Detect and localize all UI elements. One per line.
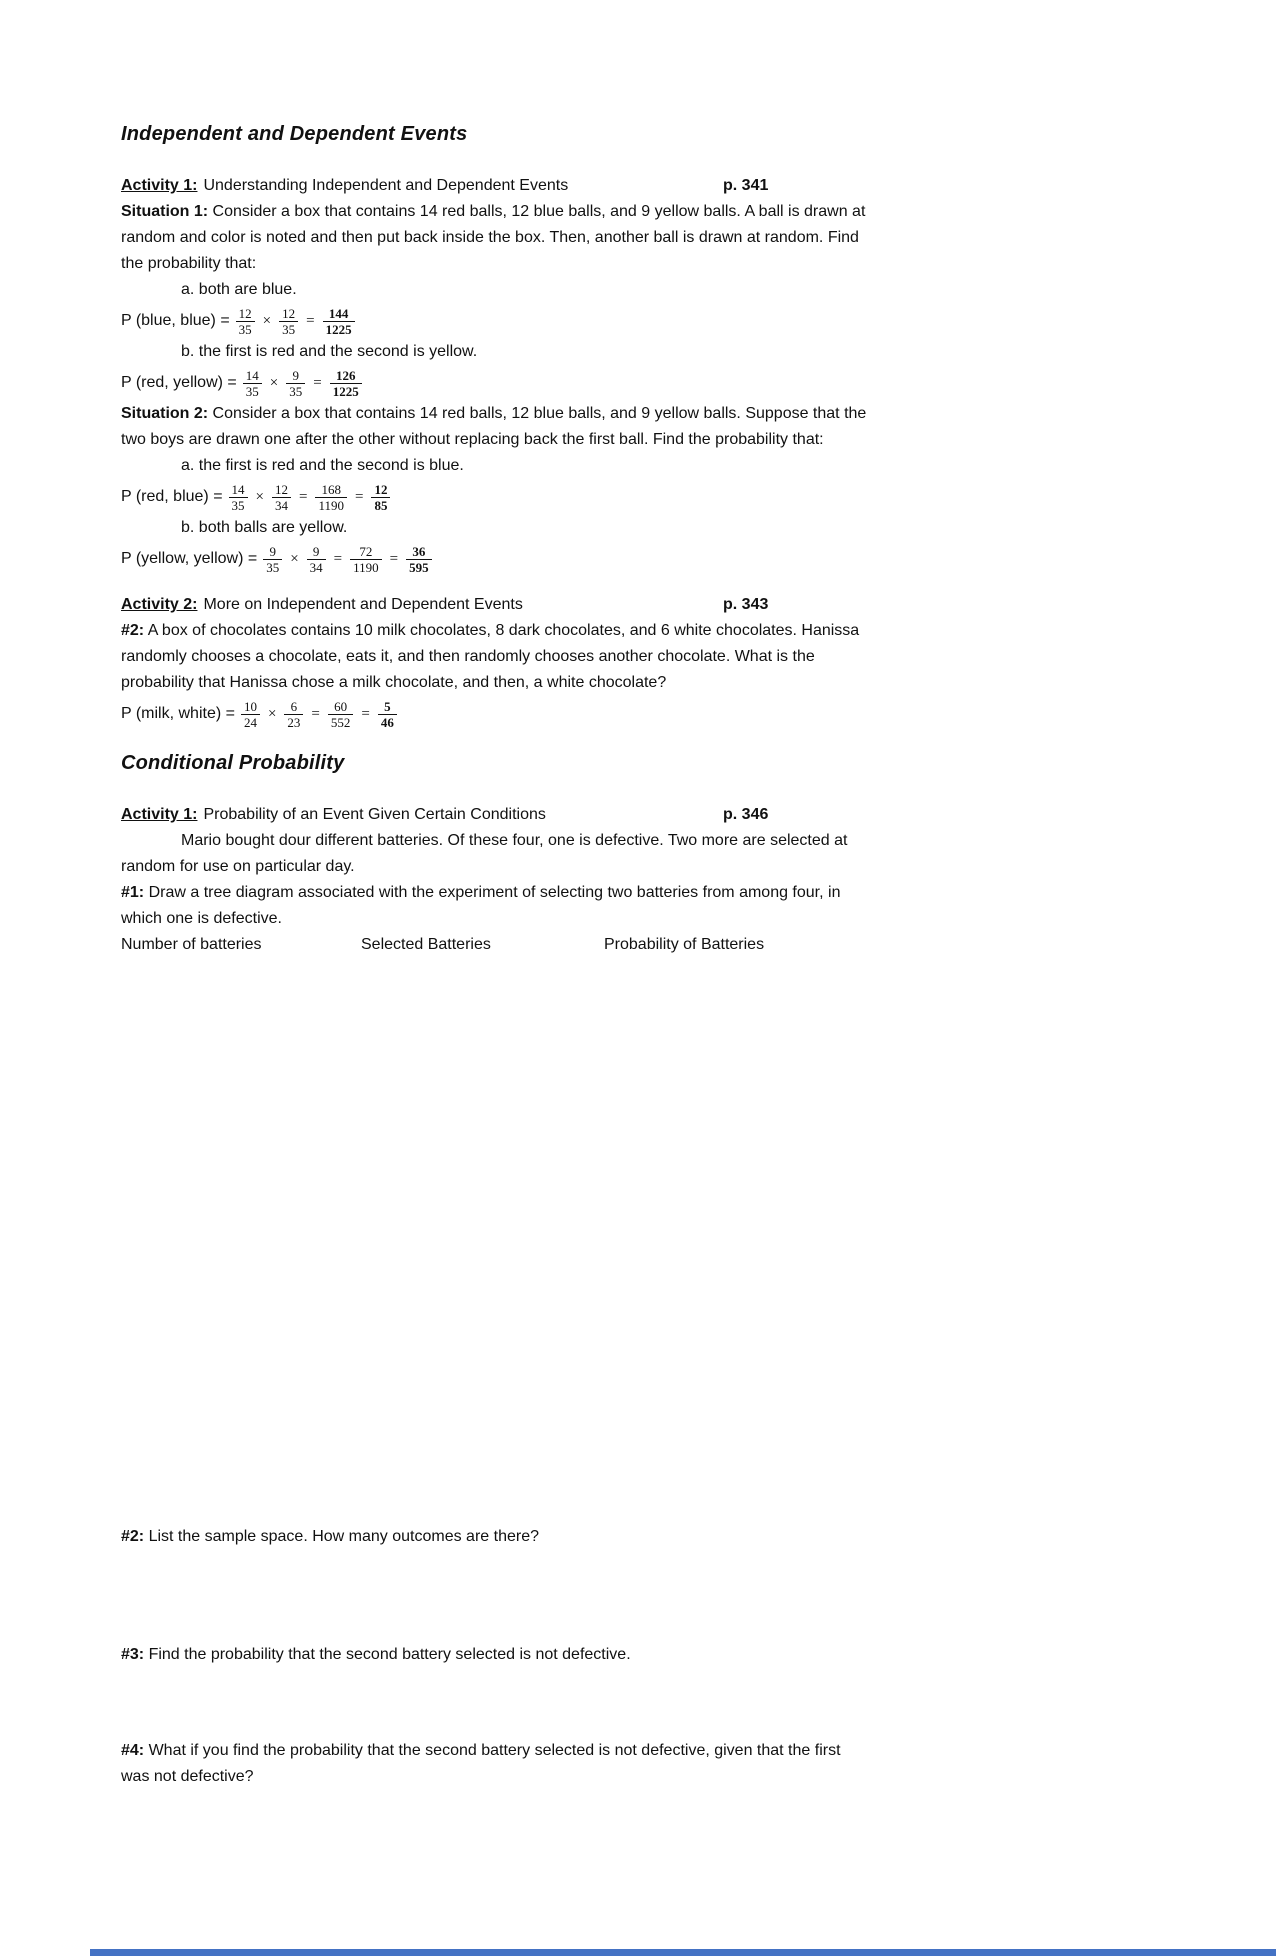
activity-label: Activity 1:	[121, 177, 198, 194]
paragraph-line	[121, 199, 1161, 225]
fraction-denominator: 1225	[330, 383, 362, 399]
text-run: Situation 2:	[121, 405, 209, 422]
probability-formula	[121, 365, 1161, 401]
text-run: #1:	[121, 884, 145, 901]
activity-header	[121, 802, 1161, 828]
math-operator: ×	[269, 374, 279, 391]
text-run: Find the probability that the second battery selected is not defective.	[144, 1646, 631, 1663]
paragraph-line	[121, 1738, 1161, 1764]
math-operator: ×	[262, 312, 272, 329]
text-run: What if you find the probability that the second battery selected is not defective, given that the first	[144, 1742, 841, 1759]
text-run: #3:	[121, 1646, 145, 1663]
paragraph-line	[121, 670, 1161, 696]
math-operator: ×	[255, 488, 265, 505]
fraction	[279, 306, 298, 337]
text-run: Consider a box that contains 14 red balls, 12 blue balls, and 9 yellow balls. A ball is drawn at	[208, 203, 866, 220]
fraction-denominator: 552	[328, 714, 354, 730]
section-heading: Independent and Dependent Events	[121, 123, 468, 145]
fraction-denominator: 24	[241, 714, 260, 730]
formula-lead: P (yellow, yellow) =	[121, 550, 258, 567]
fraction-numerator: 10	[243, 698, 257, 714]
text-run: probability that Hanissa chose a milk chocolate, and then, a white chocolate?	[121, 674, 667, 691]
fraction	[236, 306, 255, 337]
fraction-denominator: 595	[406, 559, 432, 575]
paragraph-line	[121, 225, 1161, 251]
fraction	[328, 699, 354, 730]
text-run: two boys are drawn one after the other without replacing back the first ball. Find the probability that:	[121, 431, 824, 448]
blank-area	[121, 1550, 1161, 1642]
page-reference: p. 343	[723, 596, 769, 613]
activity-header	[121, 173, 1161, 199]
list-item: b. both balls are yellow.	[181, 519, 348, 536]
paragraph-line	[121, 644, 1161, 670]
fraction	[286, 368, 305, 399]
fraction-numerator: 12	[238, 305, 252, 321]
column-header: Probability of Batteries	[604, 936, 765, 953]
math-operator: =	[389, 550, 399, 567]
fraction-denominator: 85	[371, 497, 390, 513]
text-run: random for use on particular day.	[121, 858, 355, 875]
paragraph	[121, 618, 1161, 696]
fraction	[323, 306, 355, 337]
fraction-denominator: 1190	[315, 497, 347, 513]
blank-area	[121, 1668, 1161, 1738]
fraction-denominator: 35	[243, 383, 262, 399]
fraction-numerator: 72	[359, 543, 373, 559]
list-item: a. both are blue.	[181, 281, 297, 298]
formula-lead: P (red, blue) =	[121, 488, 223, 505]
fraction	[263, 544, 282, 575]
paragraph-line	[121, 427, 1161, 453]
fraction-denominator: 35	[263, 559, 282, 575]
text-run: #2:	[121, 622, 145, 639]
text-run: which one is defective.	[121, 910, 282, 927]
text-run: #2:	[121, 1528, 145, 1545]
text-run: randomly chooses a chocolate, eats it, and then randomly chooses another chocolate. What is the	[121, 648, 815, 665]
math-operator: ×	[290, 550, 299, 567]
document-page	[121, 0, 1161, 1958]
formula-lead: P (milk, white) =	[121, 705, 235, 722]
text-run: Situation 1:	[121, 203, 209, 220]
fraction-denominator: 46	[378, 714, 397, 730]
paragraph-line	[121, 828, 1161, 854]
text-run: random and color is noted and then put back inside the box. Then, another ball is drawn at random. Find	[121, 229, 859, 246]
fraction-numerator: 14	[245, 367, 259, 383]
fraction-numerator: 14	[231, 481, 245, 497]
text-run: the probability that:	[121, 255, 257, 272]
paragraph-line	[121, 1764, 1161, 1790]
math-operator: =	[313, 374, 322, 391]
math-operator: =	[361, 705, 370, 722]
fraction	[241, 699, 260, 730]
probability-formula	[121, 303, 1161, 339]
blank-area	[121, 958, 1161, 1524]
paragraph-line	[121, 906, 1161, 932]
bottom-blue-bar	[90, 1949, 1276, 1956]
math-operator: =	[299, 488, 308, 505]
fraction-denominator: 1190	[350, 559, 382, 575]
formula-lead: P (red, yellow) =	[121, 374, 237, 391]
fraction-numerator: 9	[312, 543, 320, 559]
activity-title: Understanding Independent and Dependent Events	[203, 177, 569, 194]
tree-diagram-column-headers	[121, 932, 1161, 958]
formula-lead: P (blue, blue) =	[121, 312, 230, 329]
paragraph	[121, 880, 1161, 932]
fraction	[284, 699, 303, 730]
paragraph-line	[121, 854, 1161, 880]
paragraph-line	[121, 401, 1161, 427]
activity-title: More on Independent and Dependent Events	[203, 596, 523, 613]
list-item: a. the first is red and the second is blue.	[181, 457, 464, 474]
fraction-denominator: 1225	[323, 321, 355, 337]
fraction	[371, 482, 390, 513]
activity-header	[121, 592, 1161, 618]
fraction	[315, 482, 347, 513]
fraction-numerator: 144	[328, 305, 349, 321]
fraction-denominator: 34	[272, 497, 291, 513]
paragraph	[121, 1738, 1161, 1790]
list-item: b. the first is red and the second is yellow.	[181, 343, 478, 360]
fraction-denominator: 35	[229, 497, 248, 513]
text-run: Draw a tree diagram associated with the experiment of selecting two batteries from among four, in	[144, 884, 841, 901]
text-run: Consider a box that contains 14 red balls, 12 blue balls, and 9 yellow balls. Suppose that the	[208, 405, 867, 422]
paragraph	[121, 199, 1161, 277]
text-run: #4:	[121, 1742, 145, 1759]
paragraph-line	[121, 618, 1161, 644]
activity-label: Activity 2:	[121, 596, 198, 613]
paragraph	[121, 828, 1161, 880]
fraction-numerator: 60	[334, 698, 348, 714]
text-run: List the sample space. How many outcomes are there?	[144, 1528, 539, 1545]
fraction	[406, 544, 432, 575]
fraction	[272, 482, 291, 513]
paragraph	[121, 1642, 1161, 1668]
fraction-denominator: 35	[286, 383, 305, 399]
document-content	[121, 122, 1161, 1790]
paragraph-line	[121, 1524, 1161, 1550]
fraction-numerator: 12	[374, 481, 388, 497]
paragraph	[121, 401, 1161, 453]
fraction-numerator: 5	[384, 698, 391, 714]
column-header: Selected Batteries	[361, 936, 491, 953]
fraction-numerator: 168	[321, 481, 341, 497]
fraction	[243, 368, 262, 399]
fraction-denominator: 35	[236, 321, 255, 337]
probability-formula	[121, 479, 1161, 515]
text-run: was not defective?	[121, 1768, 254, 1785]
fraction-numerator: 126	[335, 367, 356, 383]
fraction-numerator: 9	[292, 367, 299, 383]
page-reference: p. 341	[723, 177, 769, 194]
probability-formula	[121, 696, 1161, 732]
fraction-numerator: 6	[290, 698, 298, 714]
fraction-numerator: 12	[282, 305, 296, 321]
fraction-numerator: 9	[269, 543, 276, 559]
math-operator: ×	[267, 705, 277, 722]
math-operator: =	[355, 488, 364, 505]
fraction	[229, 482, 248, 513]
fraction-denominator: 35	[279, 321, 298, 337]
math-operator: =	[333, 550, 343, 567]
fraction	[378, 699, 397, 730]
fraction-numerator: 36	[412, 543, 426, 559]
fraction	[350, 544, 382, 575]
text-run: Mario bought dour different batteries. Of these four, one is defective. Two more are selected at	[181, 832, 848, 849]
paragraph-line	[121, 251, 1161, 277]
fraction-denominator: 34	[307, 559, 326, 575]
activity-label: Activity 1:	[121, 806, 198, 823]
fraction-numerator: 12	[275, 481, 289, 497]
fraction	[330, 368, 362, 399]
activity-title: Probability of an Event Given Certain Conditions	[203, 806, 546, 823]
math-operator: =	[311, 705, 320, 722]
column-header: Number of batteries	[121, 936, 262, 953]
fraction	[307, 544, 326, 575]
page-reference: p. 346	[723, 806, 769, 823]
paragraph-line	[121, 880, 1161, 906]
paragraph-line	[121, 1642, 1161, 1668]
text-run: A box of chocolates contains 10 milk chocolates, 8 dark chocolates, and 6 white chocolates. Hanissa	[144, 622, 860, 639]
probability-formula	[121, 541, 1161, 577]
math-operator: =	[306, 312, 315, 329]
paragraph	[121, 1524, 1161, 1550]
section-heading: Conditional Probability	[121, 752, 345, 774]
fraction-denominator: 23	[284, 714, 303, 730]
